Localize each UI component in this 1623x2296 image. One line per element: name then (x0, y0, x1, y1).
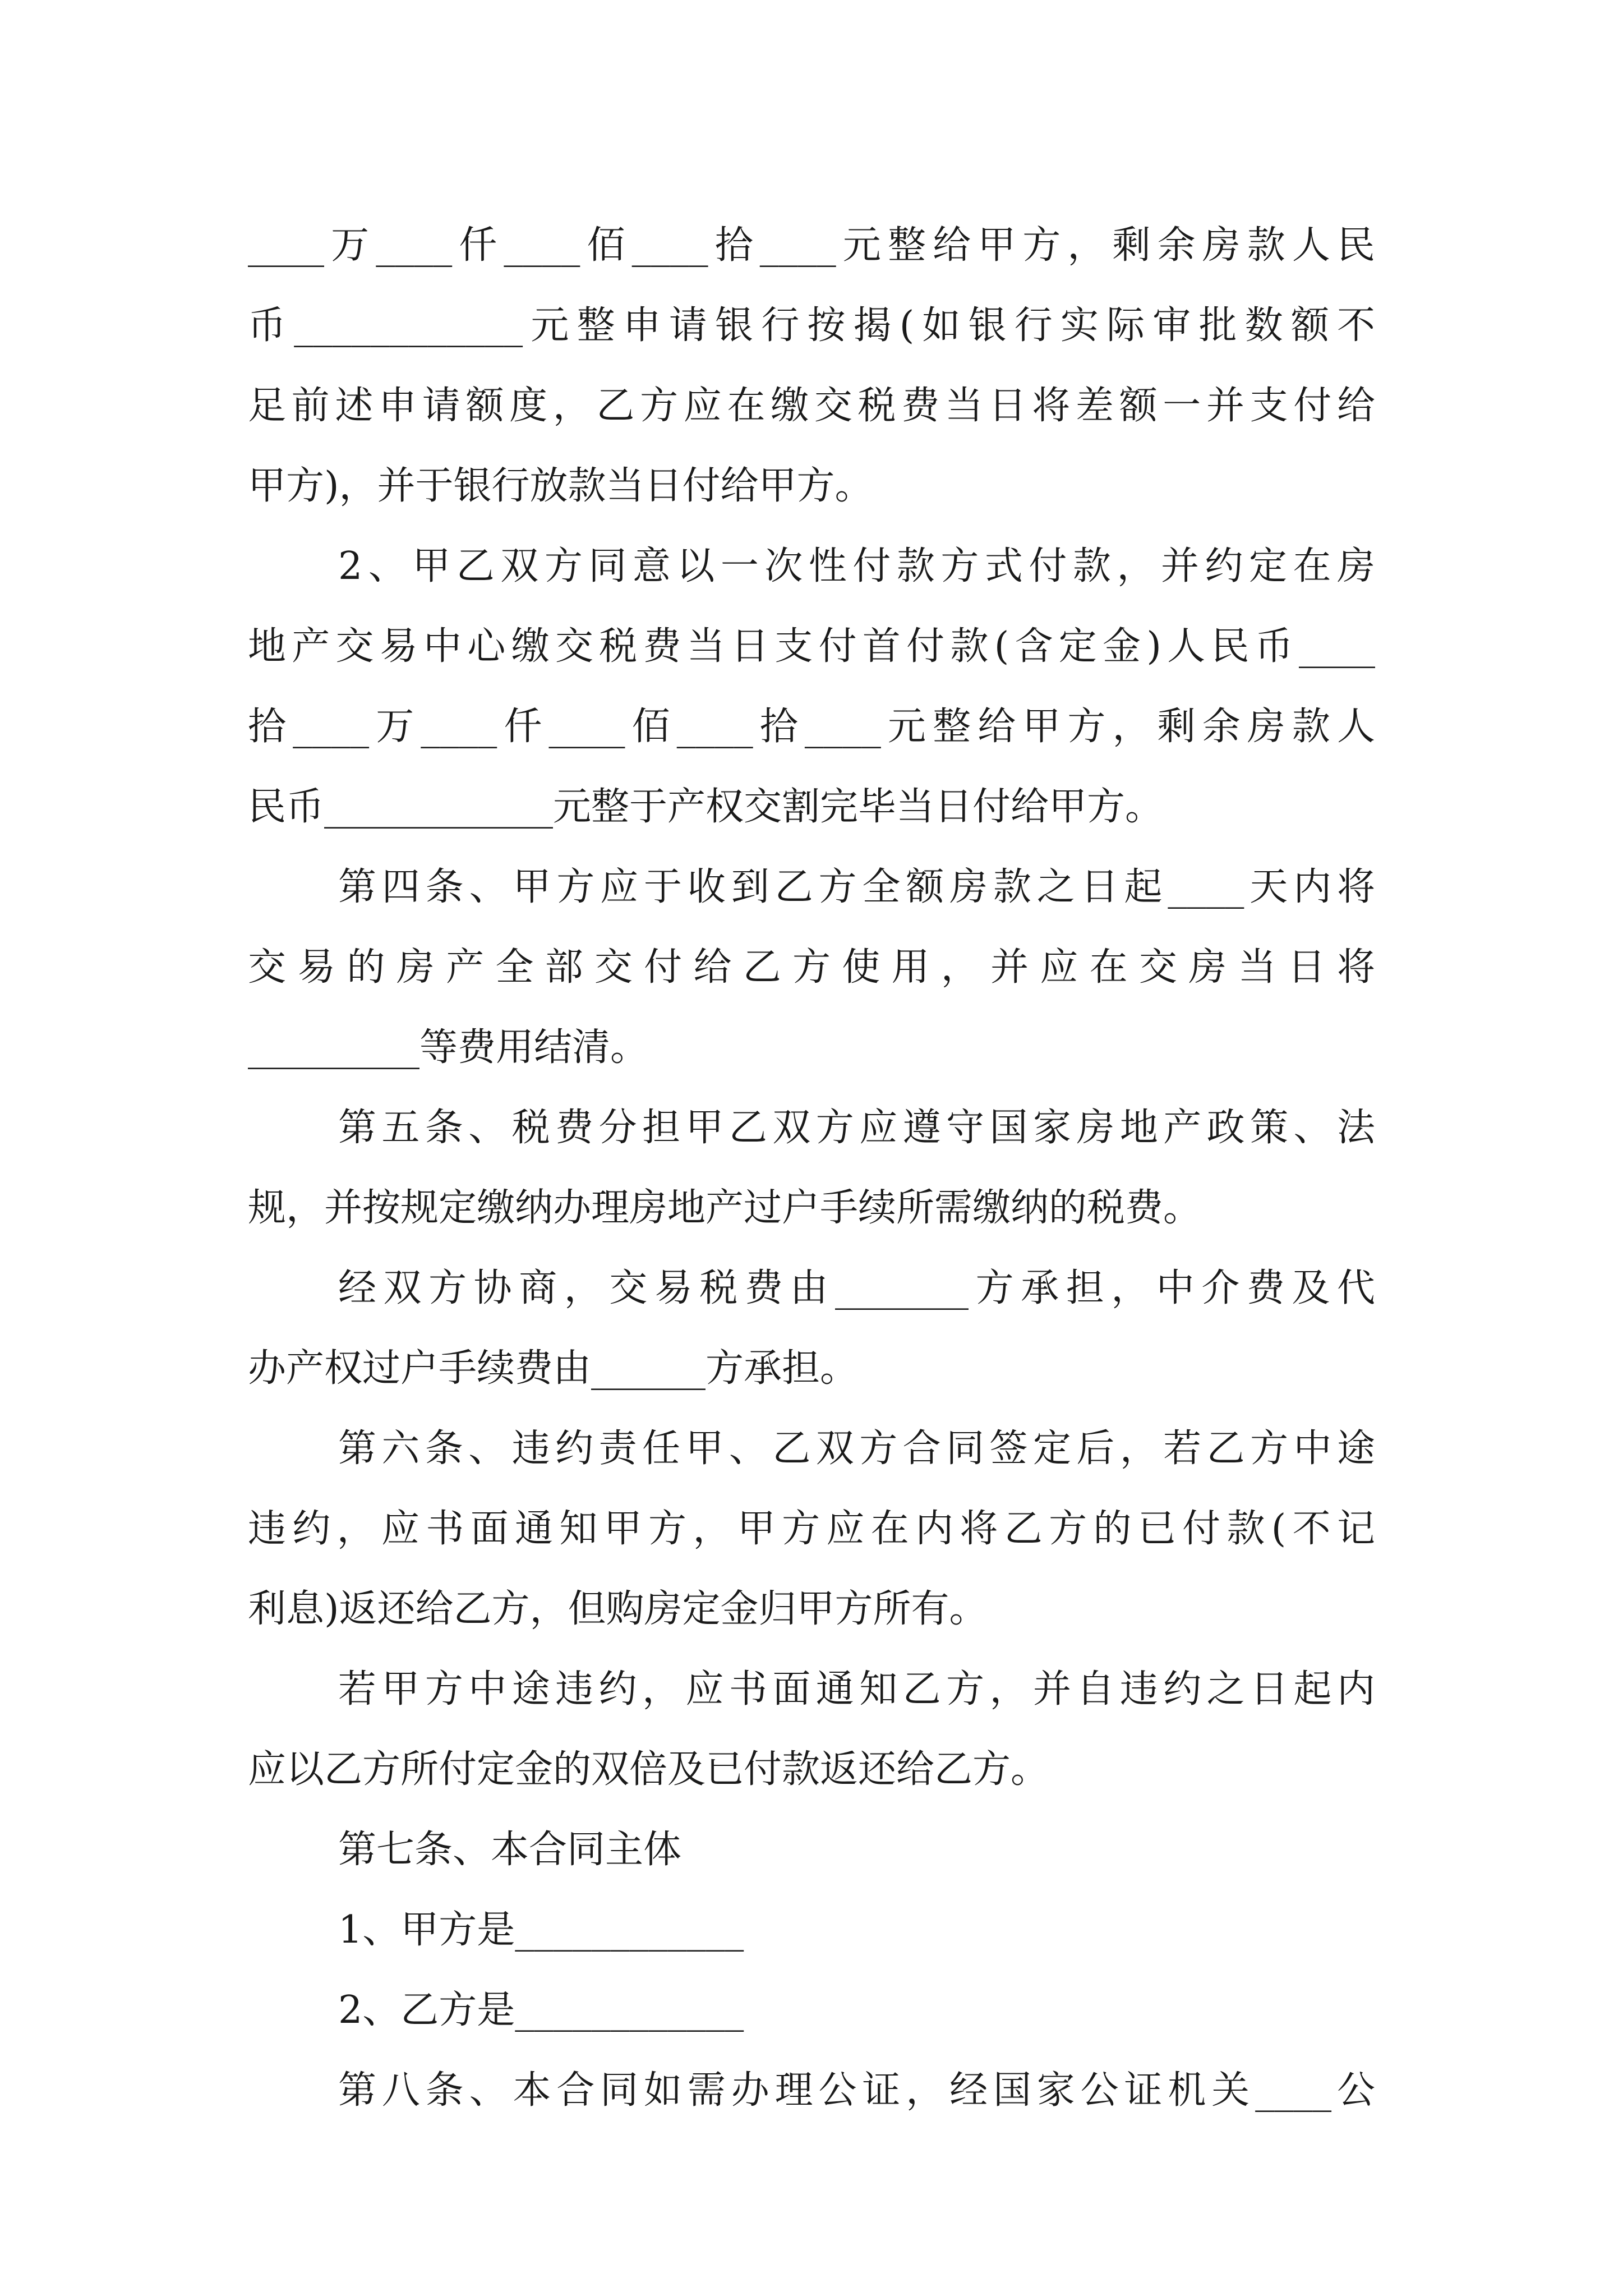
text-line: 1、甲方是____________ (338, 1908, 744, 1952)
text-line: 第八条、本合同如需办理公证，经国家公证机关____公 (338, 2068, 1375, 2113)
text-line: 经双方协商，交易税费由_______方承担，中介费及代 (338, 1266, 1375, 1310)
text-line: 应以乙方所付定金的双倍及已付款返还给乙方。 (248, 1747, 1049, 1792)
text-line: 民币____________元整于产权交割完毕当日付给甲方。 (248, 785, 1164, 829)
text-line: 交易的房产全部交付给乙方使用，并应在交房当日将 (248, 945, 1375, 990)
text-line: 第六条、违约责任甲、乙双方合同签定后，若乙方中途 (338, 1427, 1375, 1471)
text-line: 币____________元整申请银行按揭(如银行实际审批数额不 (248, 303, 1375, 348)
text-line: 第五条、税费分担甲乙双方应遵守国家房地产政策、法 (338, 1106, 1375, 1150)
text-line: 规，并按规定缴纳办理房地产过户手续所需缴纳的税费。 (248, 1186, 1202, 1230)
text-line: 违约，应书面通知甲方，甲方应在内将乙方的已付款(不记 (248, 1507, 1375, 1551)
text-line: 办产权过户手续费由______方承担。 (248, 1346, 859, 1391)
text-line: 拾____万____仟____佰____拾____元整给甲方，剩余房款人 (248, 705, 1375, 749)
text-line: 足前述申请额度，乙方应在缴交税费当日将差额一并支付给 (248, 384, 1375, 428)
text-line: 第四条、甲方应于收到乙方全额房款之日起____天内将 (338, 865, 1375, 909)
text-line: 第七条、本合同主体 (338, 1828, 682, 1872)
text-line: 2、乙方是____________ (338, 1988, 744, 2032)
text-line: 2、甲乙双方同意以一次性付款方式付款，并约定在房 (338, 544, 1375, 588)
text-line: ____万____仟____佰____拾____元整给甲方，剩余房款人民 (248, 223, 1375, 268)
text-line: 地产交易中心缴交税费当日支付首付款(含定金)人民币____ (248, 624, 1375, 669)
text-line: _________等费用结清。 (248, 1025, 649, 1070)
text-line: 甲方)，并于银行放款当日付给甲方。 (248, 464, 873, 508)
text-line: 利息)返还给乙方，但购房定金归甲方所有。 (248, 1587, 988, 1631)
text-line: 若甲方中途违约，应书面通知乙方，并自违约之日起内 (338, 1667, 1375, 1711)
